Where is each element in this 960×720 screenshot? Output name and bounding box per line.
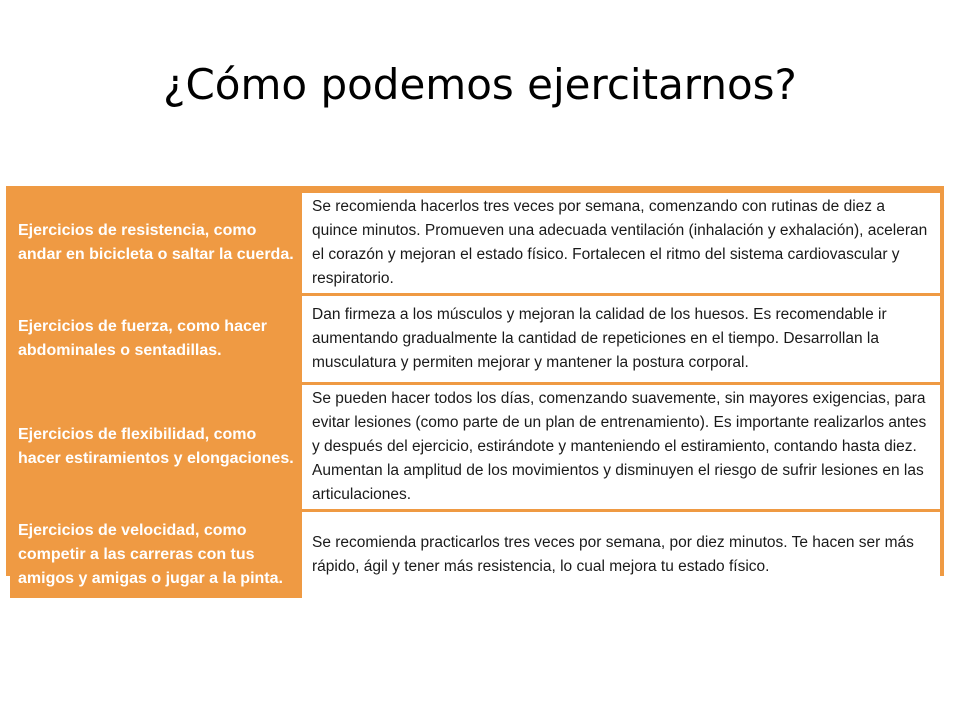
table-row xyxy=(10,193,940,293)
table-row xyxy=(10,385,940,509)
exercise-table xyxy=(10,190,940,601)
page-title: ¿Cómo podemos ejercitarnos? xyxy=(163,60,797,109)
exercise-description: Se recomienda practicarlos tres veces por semana, por diez minutos. Te hacen ser más rápido, ágil y tener más resistencia, lo cual mejora tu estado físico. xyxy=(302,512,940,598)
exercise-type-label: Ejercicios de resistencia, como andar en bicicleta o saltar la cuerda. xyxy=(10,193,302,293)
exercise-table-frame xyxy=(6,186,944,587)
exercise-type-label: Ejercicios de fuerza, como hacer abdominales o sentadillas. xyxy=(10,296,302,382)
table-row xyxy=(10,296,940,382)
exercise-description: Se recomienda hacerlos tres veces por semana, comenzando con rutinas de diez a quince minutos. Promueven una adecuada ventilación (inhalación y exhalación), aceleran el corazón y mejoran el estado físico. Fortalecen el ritmo del sistema cardiovascular y respiratorio. xyxy=(302,193,940,293)
exercise-description: Dan firmeza a los músculos y mejoran la calidad de los huesos. Es recomendable ir aumentando gradualmente la cantidad de repeticiones en el tiempo. Desarrollan la musculatura y permiten mejorar y mantener la postura corporal. xyxy=(302,296,940,382)
exercise-description: Se pueden hacer todos los días, comenzando suavemente, sin mayores exigencias, para evitar lesiones (como parte de un plan de entrenamiento). Es importante realizarlos antes y después del ejercicio, estirándote y manteniendo el estiramiento, contando hasta diez. Aumentan la amplitud de los movimientos y disminuyen el riesgo de sufrir lesiones en las articulaciones. xyxy=(302,385,940,509)
table-row xyxy=(10,512,940,598)
exercise-type-label: Ejercicios de flexibilidad, como hacer estiramientos y elongaciones. xyxy=(10,385,302,509)
exercise-type-label: Ejercicios de velocidad, como competir a las carreras con tus amigos y amigas o jugar a la pinta. xyxy=(10,512,302,598)
